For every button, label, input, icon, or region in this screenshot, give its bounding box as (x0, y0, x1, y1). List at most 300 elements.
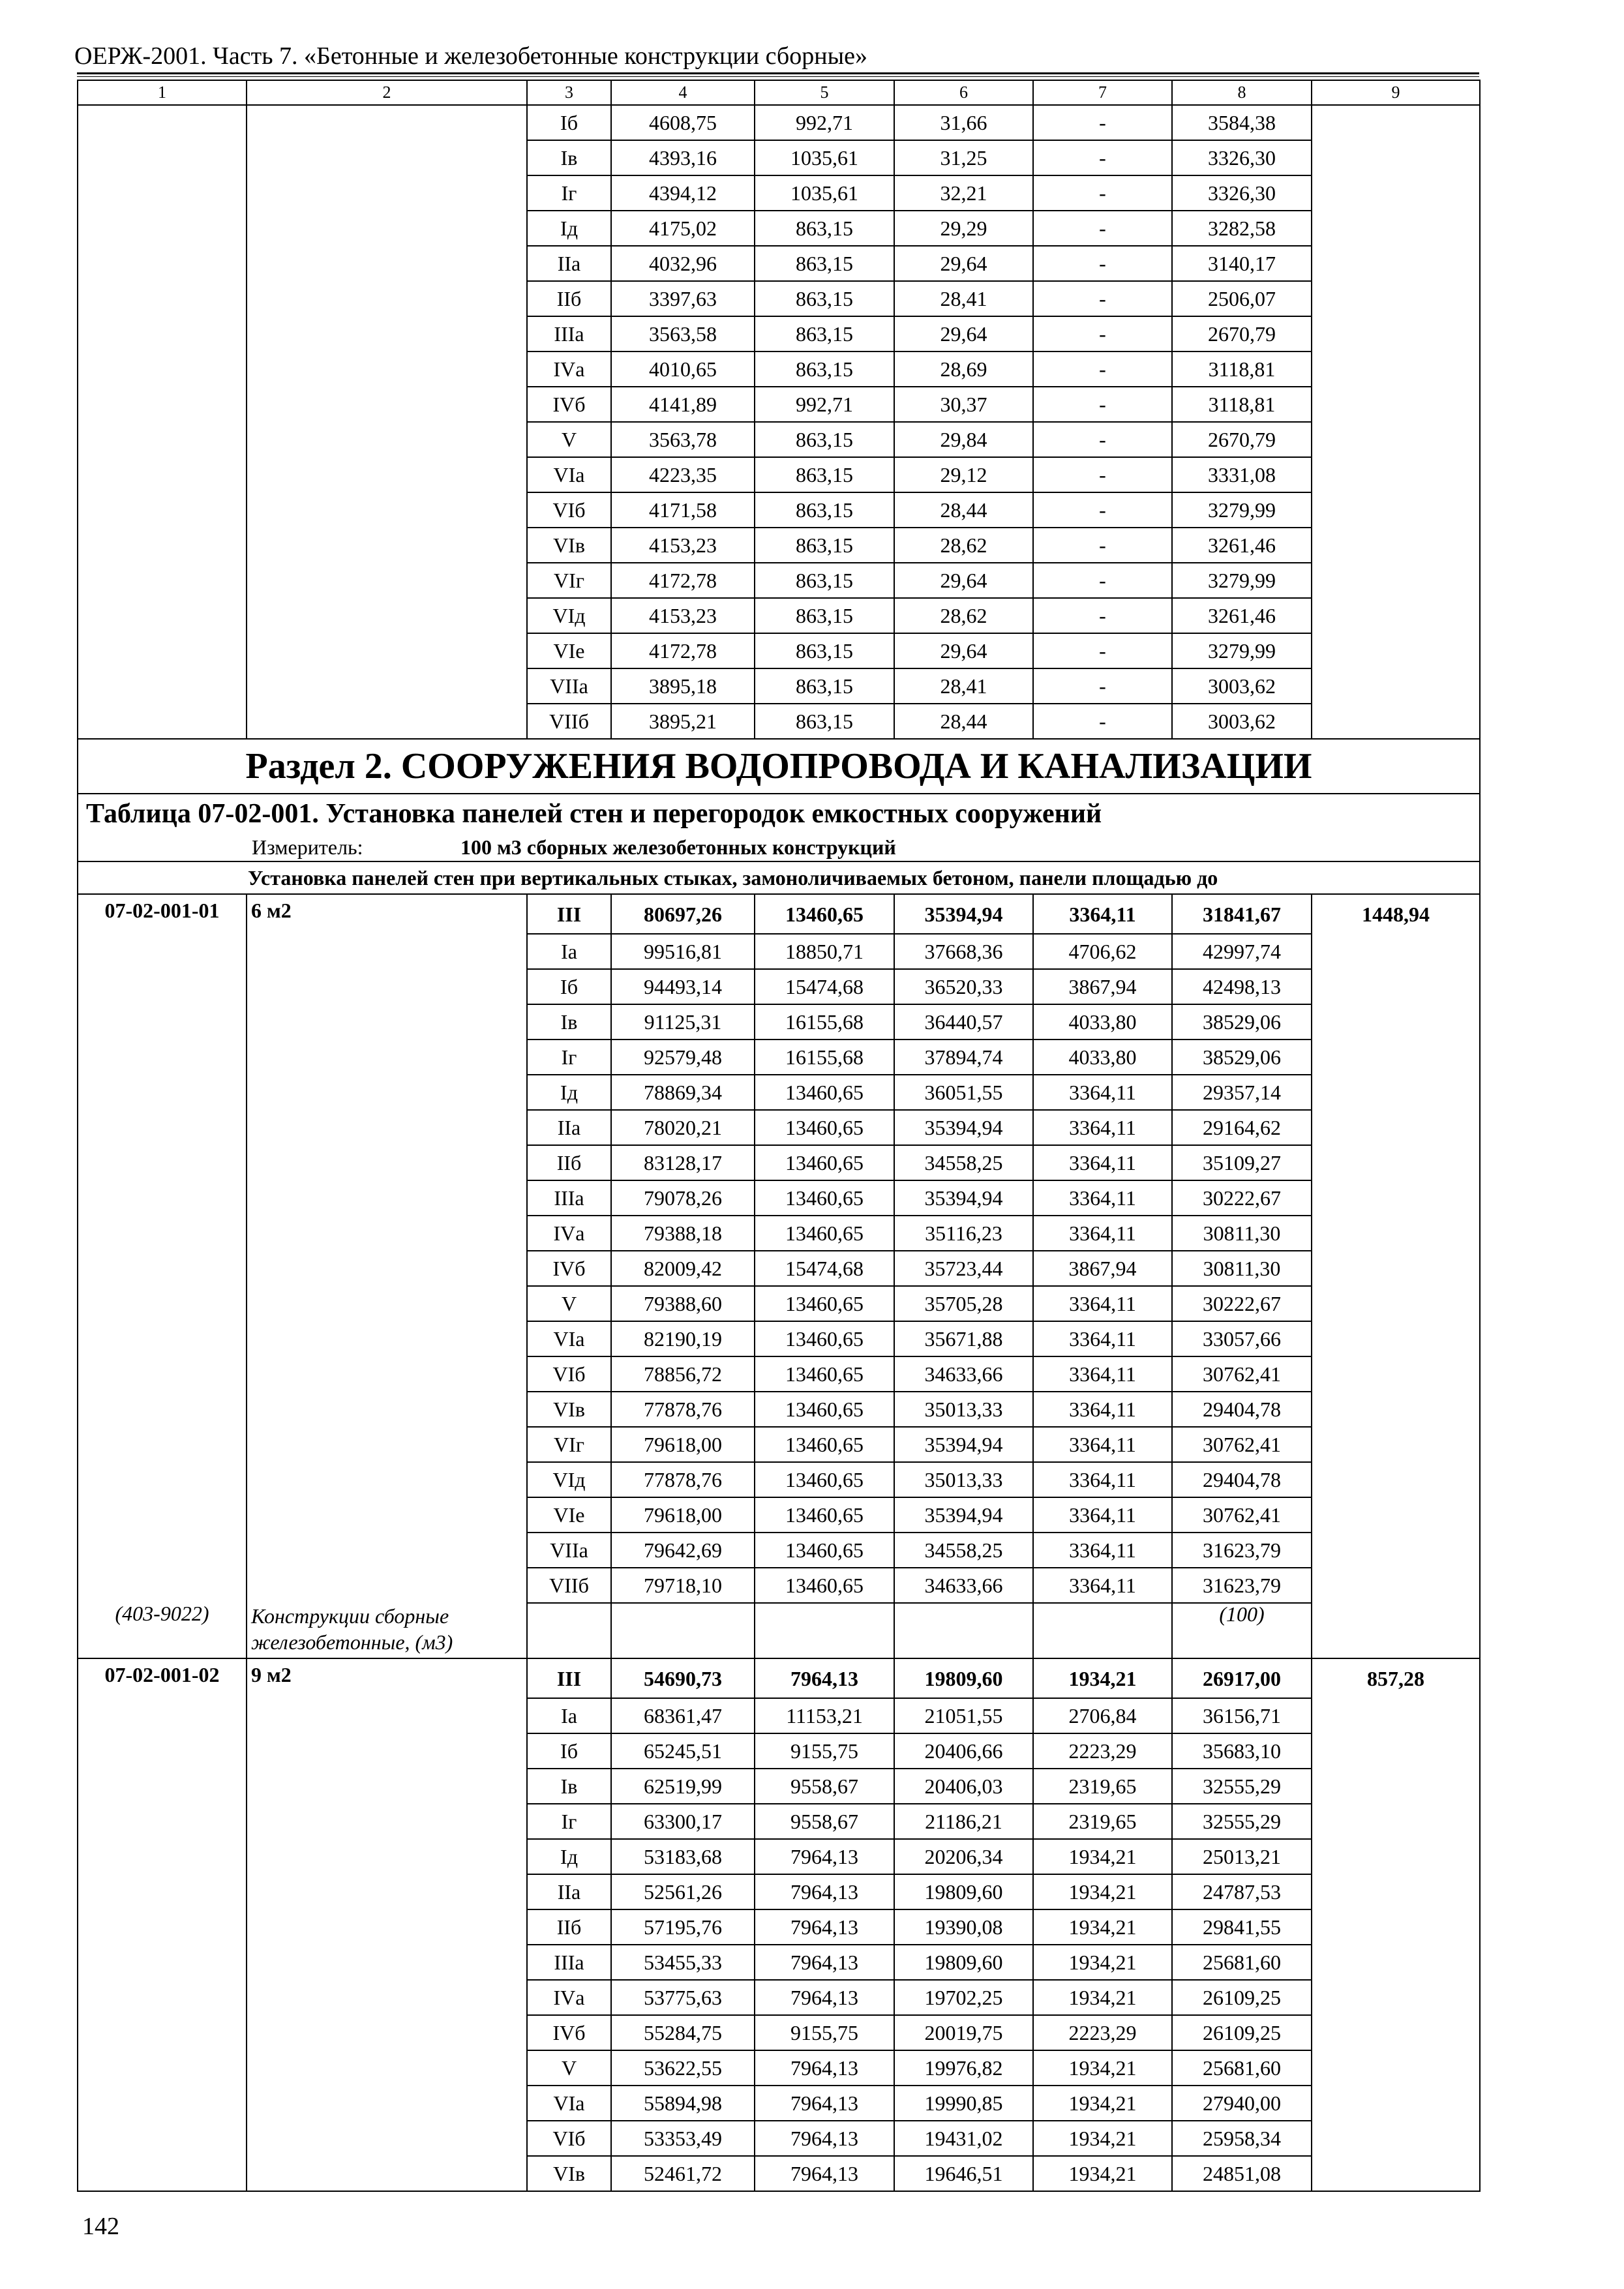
value-cell: 1934,21 (1033, 2121, 1172, 2156)
value-cell (1312, 1462, 1480, 1497)
table-row (78, 1145, 1480, 1180)
value-cell (1312, 1533, 1480, 1568)
value-cell: - (1033, 598, 1172, 633)
value-cell: 31,66 (894, 105, 1033, 140)
value-cell: 1035,61 (755, 140, 894, 175)
code-cell (78, 422, 247, 457)
parameter-cell (247, 704, 527, 739)
value-cell: 4171,58 (611, 492, 755, 528)
zone-cell: III (527, 894, 611, 934)
value-cell: 92579,48 (611, 1040, 755, 1075)
value-cell: 37668,36 (894, 934, 1033, 969)
value-cell: 57195,76 (611, 1909, 755, 1945)
parameter-cell (247, 598, 527, 633)
code-cell (78, 1945, 247, 1980)
value-cell: 25958,34 (1172, 2121, 1312, 2156)
parameter-cell (247, 422, 527, 457)
code-cell (78, 934, 247, 969)
parameter-cell (247, 1180, 527, 1216)
price-table (77, 80, 1481, 2192)
value-cell: 91125,31 (611, 1004, 755, 1040)
zone-cell: V (527, 2050, 611, 2086)
value-cell: 32,21 (894, 175, 1033, 211)
value-cell: 3895,18 (611, 668, 755, 704)
parameter-cell (247, 934, 527, 969)
value-cell: 13460,65 (755, 1286, 894, 1321)
value-cell (1312, 1216, 1480, 1251)
value-cell: 1448,94 (1312, 894, 1480, 934)
table-row (78, 1909, 1480, 1945)
value-cell: 20206,34 (894, 1839, 1033, 1874)
parameter-cell (247, 528, 527, 563)
value-cell: 4032,96 (611, 246, 755, 281)
value-cell: 31623,79 (1172, 1568, 1312, 1603)
table-row (78, 1804, 1480, 1839)
value-cell: 30811,30 (1172, 1216, 1312, 1251)
table-row (78, 175, 1480, 211)
value-cell: 21186,21 (894, 1804, 1033, 1839)
value-cell: 3563,58 (611, 316, 755, 352)
code-cell (78, 1110, 247, 1145)
parameter-cell (247, 1004, 527, 1040)
value-cell: 18850,71 (755, 934, 894, 969)
value-cell: 7964,13 (755, 1874, 894, 1909)
value-cell: - (1033, 316, 1172, 352)
value-cell (1312, 1733, 1480, 1769)
value-cell: 3364,11 (1033, 1533, 1172, 1568)
value-cell (1312, 633, 1480, 668)
value-cell: 4033,80 (1033, 1004, 1172, 1040)
value-cell: 13460,65 (755, 1462, 894, 1497)
zone-cell: VIб (527, 492, 611, 528)
value-cell: 13460,65 (755, 1321, 894, 1356)
zone-cell: Iв (527, 1004, 611, 1040)
parameter-cell (247, 563, 527, 598)
value-cell: 2670,79 (1172, 316, 1312, 352)
value-cell: 79388,18 (611, 1216, 755, 1251)
parameter-cell (247, 1216, 527, 1251)
value-cell: 3331,08 (1172, 457, 1312, 492)
value-cell: 7964,13 (755, 2050, 894, 2086)
value-cell: 31,25 (894, 140, 1033, 175)
table-row (78, 1533, 1480, 1568)
value-cell: 19702,25 (894, 1980, 1033, 2015)
section-row (78, 739, 1480, 794)
zone-cell: IVб (527, 387, 611, 422)
value-cell: 9155,75 (755, 2015, 894, 2050)
value-cell: 13460,65 (755, 1110, 894, 1145)
code-cell (78, 633, 247, 668)
zone-cell: VIд (527, 1462, 611, 1497)
table-row (78, 1286, 1480, 1321)
value-cell: 30222,67 (1172, 1180, 1312, 1216)
value-cell (1312, 1568, 1480, 1603)
parameter-cell (247, 1874, 527, 1909)
value-cell: 25013,21 (1172, 1839, 1312, 1874)
empty-cell (755, 1603, 894, 1658)
zone-cell: IIа (527, 1874, 611, 1909)
parameter-cell (247, 1286, 527, 1321)
value-cell (1312, 1980, 1480, 2015)
value-cell: - (1033, 492, 1172, 528)
value-cell: 42997,74 (1172, 934, 1312, 969)
table-row (78, 1945, 1480, 1980)
zone-cell: IIб (527, 281, 611, 316)
code-cell (78, 105, 247, 140)
code-cell (78, 281, 247, 316)
value-cell: 16155,68 (755, 1004, 894, 1040)
resource-value: (100) (1172, 1603, 1312, 1658)
value-cell: 7964,13 (755, 2121, 894, 2156)
code-cell (78, 1533, 247, 1568)
value-cell: - (1033, 422, 1172, 457)
parameter-cell (247, 1769, 527, 1804)
code-cell (78, 352, 247, 387)
value-cell: - (1033, 352, 1172, 387)
value-cell: 55284,75 (611, 2015, 755, 2050)
header-rule-thin (77, 76, 1479, 77)
parameter-cell (247, 1040, 527, 1075)
value-cell: 68361,47 (611, 1698, 755, 1733)
value-cell: 29,64 (894, 633, 1033, 668)
value-cell: 3326,30 (1172, 140, 1312, 175)
parameter-cell (247, 1839, 527, 1874)
value-cell: 19809,60 (894, 1874, 1033, 1909)
value-cell: 3584,38 (1172, 105, 1312, 140)
value-cell: 3867,94 (1033, 969, 1172, 1004)
value-cell: 1934,21 (1033, 1980, 1172, 2015)
value-cell: 27940,00 (1172, 2086, 1312, 2121)
zone-cell: IVа (527, 1216, 611, 1251)
value-cell (1312, 1698, 1480, 1733)
code-cell (78, 1874, 247, 1909)
resource-name: Конструкции сборные железобетонные, (м3) (247, 1603, 527, 1658)
value-cell: 1934,21 (1033, 1839, 1172, 1874)
value-cell: 53622,55 (611, 2050, 755, 2086)
table-row (78, 633, 1480, 668)
table-row (78, 1769, 1480, 1804)
value-cell (1312, 1180, 1480, 1216)
code-cell (78, 1075, 247, 1110)
zone-cell: V (527, 1286, 611, 1321)
value-cell: 34558,25 (894, 1533, 1033, 1568)
code-cell (78, 1286, 247, 1321)
section-title: Раздел 2. СООРУЖЕНИЯ ВОДОПРОВОДА И КАНАЛИЗАЦИИ (78, 739, 1480, 794)
value-cell: 20406,03 (894, 1769, 1033, 1804)
table-row (78, 1110, 1480, 1145)
value-cell: 29,12 (894, 457, 1033, 492)
value-cell: 863,15 (755, 668, 894, 704)
value-cell: 19390,08 (894, 1909, 1033, 1945)
value-cell: 35671,88 (894, 1321, 1033, 1356)
parameter-cell (247, 1321, 527, 1356)
value-cell: 31623,79 (1172, 1533, 1312, 1568)
value-cell: - (1033, 246, 1172, 281)
value-cell: 3261,46 (1172, 528, 1312, 563)
table-row (78, 1874, 1480, 1909)
column-number: 7 (1033, 80, 1172, 105)
table-row (78, 140, 1480, 175)
column-number: 2 (247, 80, 527, 105)
value-cell (1312, 1075, 1480, 1110)
value-cell: 19809,60 (894, 1658, 1033, 1698)
zone-cell: VIIа (527, 668, 611, 704)
value-cell: 13460,65 (755, 1533, 894, 1568)
zone-cell: Iб (527, 105, 611, 140)
value-cell: 25681,60 (1172, 2050, 1312, 2086)
value-cell: - (1033, 668, 1172, 704)
code-cell (78, 2015, 247, 2050)
value-cell: 3364,11 (1033, 1286, 1172, 1321)
value-cell: 29841,55 (1172, 1909, 1312, 1945)
value-cell: 863,15 (755, 246, 894, 281)
value-cell (1312, 1004, 1480, 1040)
value-cell: 863,15 (755, 422, 894, 457)
value-cell: 35705,28 (894, 1286, 1033, 1321)
value-cell: 37894,74 (894, 1040, 1033, 1075)
value-cell: 3140,17 (1172, 246, 1312, 281)
value-cell: 7964,13 (755, 2086, 894, 2121)
value-cell (1312, 1945, 1480, 1980)
value-cell: 3364,11 (1033, 1180, 1172, 1216)
zone-cell: Iб (527, 969, 611, 1004)
value-cell: 13460,65 (755, 1145, 894, 1180)
value-cell: 13460,65 (755, 1392, 894, 1427)
table-row (78, 1427, 1480, 1462)
value-cell: 4608,75 (611, 105, 755, 140)
value-cell: 26109,25 (1172, 2015, 1312, 2050)
table-row (78, 387, 1480, 422)
value-cell (1312, 1909, 1480, 1945)
value-cell: 1035,61 (755, 175, 894, 211)
empty-cell (1312, 1603, 1480, 1658)
table-title: Таблица 07-02-001. Установка панелей стен и перегородок емкостных сооружений (78, 794, 1480, 833)
value-cell: 15474,68 (755, 1251, 894, 1286)
table-row (78, 598, 1480, 633)
value-cell: 863,15 (755, 563, 894, 598)
value-cell (1312, 492, 1480, 528)
zone-cell: IIа (527, 1110, 611, 1145)
value-cell: 24851,08 (1172, 2156, 1312, 2191)
value-cell: 11153,21 (755, 1698, 894, 1733)
value-cell: 3279,99 (1172, 492, 1312, 528)
value-cell: 3118,81 (1172, 387, 1312, 422)
zone-cell: IIIа (527, 1945, 611, 1980)
code-cell (78, 1180, 247, 1216)
table-row (78, 211, 1480, 246)
value-cell (1312, 1769, 1480, 1804)
table-row (78, 894, 1480, 934)
parameter-cell (247, 1568, 527, 1603)
value-cell: 24787,53 (1172, 1874, 1312, 1909)
value-cell: 35116,23 (894, 1216, 1033, 1251)
code-cell: 07-02-001-01 (78, 894, 247, 934)
code-cell (78, 1980, 247, 2015)
value-cell: 863,15 (755, 492, 894, 528)
value-cell (1312, 1145, 1480, 1180)
value-cell: 4175,02 (611, 211, 755, 246)
table-row (78, 316, 1480, 352)
value-cell: 77878,76 (611, 1392, 755, 1427)
value-cell (1312, 563, 1480, 598)
value-cell: 3364,11 (1033, 1075, 1172, 1110)
parameter-cell (247, 668, 527, 704)
value-cell: 19646,51 (894, 2156, 1033, 2191)
value-cell: 2319,65 (1033, 1769, 1172, 1804)
value-cell: 77878,76 (611, 1462, 755, 1497)
zone-cell: Iд (527, 1075, 611, 1110)
parameter-cell (247, 175, 527, 211)
parameter-cell (247, 1945, 527, 1980)
parameter-cell (247, 2156, 527, 2191)
table-row (78, 2156, 1480, 2191)
code-cell (78, 1321, 247, 1356)
zone-cell: IIIа (527, 316, 611, 352)
table-row (78, 352, 1480, 387)
value-cell: 21051,55 (894, 1698, 1033, 1733)
value-cell: 13460,65 (755, 1180, 894, 1216)
code-cell (78, 175, 247, 211)
value-cell: 3364,11 (1033, 1392, 1172, 1427)
value-cell: 13460,65 (755, 1216, 894, 1251)
code-cell (78, 140, 247, 175)
value-cell: 79078,26 (611, 1180, 755, 1216)
value-cell: 25681,60 (1172, 1945, 1312, 1980)
value-cell: 35394,94 (894, 1497, 1033, 1533)
code-cell (78, 668, 247, 704)
value-cell: 28,44 (894, 492, 1033, 528)
code-cell (78, 1769, 247, 1804)
value-cell: 13460,65 (755, 1427, 894, 1462)
parameter-cell (247, 1075, 527, 1110)
value-cell: 34558,25 (894, 1145, 1033, 1180)
value-cell: 29164,62 (1172, 1110, 1312, 1145)
value-cell: 1934,21 (1033, 1909, 1172, 1945)
code-cell (78, 2156, 247, 2191)
value-cell (1312, 457, 1480, 492)
table-row (78, 1698, 1480, 1733)
zone-cell: IVа (527, 352, 611, 387)
value-cell: - (1033, 105, 1172, 140)
zone-cell: Iг (527, 175, 611, 211)
value-cell (1312, 704, 1480, 739)
table-row (78, 1040, 1480, 1075)
value-cell: 79642,69 (611, 1533, 755, 1568)
value-cell: 7964,13 (755, 1658, 894, 1698)
value-cell: 20406,66 (894, 1733, 1033, 1769)
parameter-cell (247, 316, 527, 352)
code-cell (78, 528, 247, 563)
value-cell: 35394,94 (894, 894, 1033, 934)
parameter-cell (247, 2121, 527, 2156)
value-cell: 65245,51 (611, 1733, 755, 1769)
table-row (78, 704, 1480, 739)
column-number: 6 (894, 80, 1033, 105)
value-cell: 3261,46 (1172, 598, 1312, 633)
code-cell (78, 704, 247, 739)
parameter-cell (247, 387, 527, 422)
value-cell (1312, 1839, 1480, 1874)
value-cell: 2223,29 (1033, 1733, 1172, 1769)
value-cell: 1934,21 (1033, 1874, 1172, 1909)
value-cell: 4223,35 (611, 457, 755, 492)
value-cell: 30,37 (894, 387, 1033, 422)
column-numbers-row (78, 80, 1480, 105)
value-cell: 53455,33 (611, 1945, 755, 1980)
value-cell: - (1033, 281, 1172, 316)
value-cell: 29,64 (894, 246, 1033, 281)
value-cell: 857,28 (1312, 1658, 1480, 1698)
table-row (78, 969, 1480, 1004)
value-cell: 4172,78 (611, 633, 755, 668)
value-cell: 863,15 (755, 528, 894, 563)
parameter-cell: 9 м2 (247, 1658, 527, 1698)
value-cell: 3003,62 (1172, 704, 1312, 739)
zone-cell: Iг (527, 1804, 611, 1839)
value-cell: 30811,30 (1172, 1251, 1312, 1286)
value-cell: 9155,75 (755, 1733, 894, 1769)
value-cell: 35109,27 (1172, 1145, 1312, 1180)
value-cell: 2223,29 (1033, 2015, 1172, 2050)
zone-cell: Iа (527, 934, 611, 969)
measurement-row (78, 833, 1480, 861)
measurement-value: 100 м3 сборных железобетонных конструкций (460, 835, 896, 859)
value-cell (1312, 668, 1480, 704)
value-cell: 4153,23 (611, 598, 755, 633)
column-number: 4 (611, 80, 755, 105)
value-cell: 7964,13 (755, 1839, 894, 1874)
value-cell (1312, 281, 1480, 316)
table-row (78, 2121, 1480, 2156)
table-row (78, 246, 1480, 281)
value-cell (1312, 1251, 1480, 1286)
value-cell: 28,41 (894, 668, 1033, 704)
measurement-label: Измеритель: (252, 835, 363, 859)
value-cell (1312, 387, 1480, 422)
page-number: 142 (82, 2213, 119, 2240)
table-row (78, 1733, 1480, 1769)
value-cell: 3118,81 (1172, 352, 1312, 387)
value-cell: 3364,11 (1033, 1462, 1172, 1497)
value-cell: 4033,80 (1033, 1040, 1172, 1075)
value-cell: 79718,10 (611, 1568, 755, 1603)
value-cell (1312, 1356, 1480, 1392)
zone-cell: IVб (527, 1251, 611, 1286)
value-cell: 2706,84 (1033, 1698, 1172, 1733)
zone-cell: IVб (527, 2015, 611, 2050)
zone-cell: VIв (527, 528, 611, 563)
parameter-cell (247, 2015, 527, 2050)
value-cell: 79618,00 (611, 1427, 755, 1462)
value-cell: 28,41 (894, 281, 1033, 316)
value-cell (1312, 246, 1480, 281)
parameter-cell (247, 105, 527, 140)
value-cell: 3895,21 (611, 704, 755, 739)
value-cell: 992,71 (755, 387, 894, 422)
value-cell: 863,15 (755, 633, 894, 668)
parameter-cell: 6 м2 (247, 894, 527, 934)
table-row (78, 457, 1480, 492)
zone-cell: Iв (527, 1769, 611, 1804)
table-row (78, 1497, 1480, 1533)
table-row (78, 1251, 1480, 1286)
value-cell: 13460,65 (755, 1568, 894, 1603)
parameter-cell (247, 1698, 527, 1733)
value-cell: 3282,58 (1172, 211, 1312, 246)
zone-cell: Iд (527, 211, 611, 246)
table-row (78, 528, 1480, 563)
value-cell: 35683,10 (1172, 1733, 1312, 1769)
